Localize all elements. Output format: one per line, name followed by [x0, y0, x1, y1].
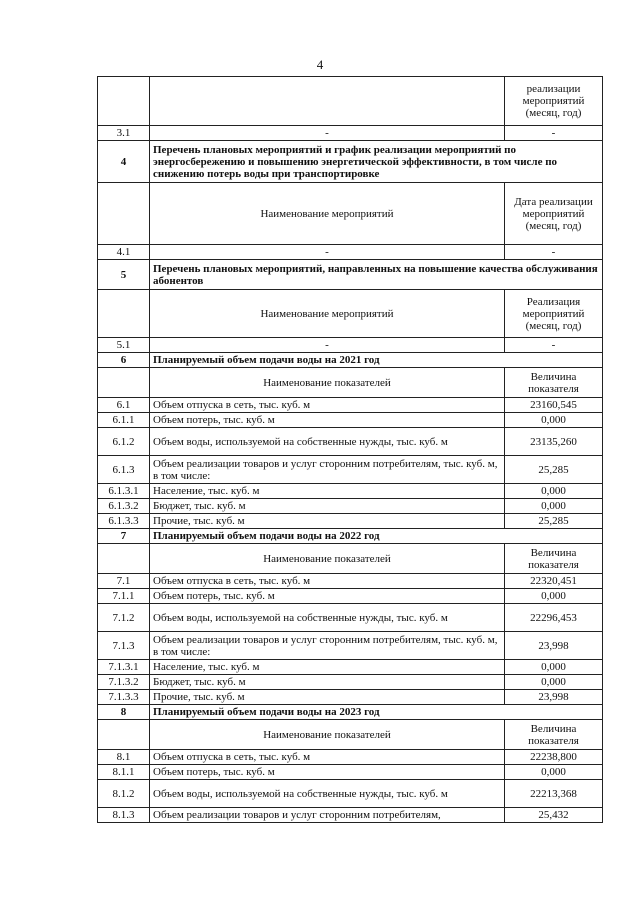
row-name: Объем реализации товаров и услуг сторонним потребителям, [150, 808, 505, 823]
row-number: 7.1.1 [98, 589, 150, 604]
column-header-value: Дата реализации мероприятий (месяц, год) [505, 183, 603, 245]
table-row [98, 808, 603, 823]
row-name: Прочие, тыс. куб. м [150, 690, 505, 705]
table-row [98, 499, 603, 514]
row-number: 6.1 [98, 398, 150, 413]
row-number [98, 77, 150, 126]
row-number: 6.1.1 [98, 413, 150, 428]
table-row [98, 690, 603, 705]
table-row [98, 514, 603, 529]
row-name: Объем реализации товаров и услуг сторонним потребителям, тыс. куб. м, в том числе: [150, 632, 505, 660]
table-row [98, 290, 603, 338]
row-name: Бюджет, тыс. куб. м [150, 499, 505, 514]
row-name: Население, тыс. куб. м [150, 484, 505, 499]
column-header-value: Величина показателя [505, 720, 603, 750]
row-value: 0,000 [505, 589, 603, 604]
row-value: 22238,800 [505, 750, 603, 765]
row-value: - [505, 338, 603, 353]
table-row [98, 126, 603, 141]
column-header-name: Наименование показателей [150, 544, 505, 574]
row-number: 5.1 [98, 338, 150, 353]
row-number: 8 [98, 705, 150, 720]
column-header-name [150, 77, 505, 126]
column-header-value: Величина показателя [505, 368, 603, 398]
document-table [97, 76, 603, 823]
row-number: 7 [98, 529, 150, 544]
row-value: - [505, 245, 603, 260]
table-row [98, 183, 603, 245]
row-number: 6.1.2 [98, 428, 150, 456]
section-title: Планируемый объем подачи воды на 2022 год [150, 529, 603, 544]
row-value: - [505, 126, 603, 141]
row-name: Объем воды, используемой на собственные нужды, тыс. куб. м [150, 780, 505, 808]
table-row [98, 77, 603, 126]
row-value: 22320,451 [505, 574, 603, 589]
table-row [98, 141, 603, 183]
row-number: 7.1 [98, 574, 150, 589]
row-number [98, 368, 150, 398]
row-number: 6.1.3.2 [98, 499, 150, 514]
row-number [98, 720, 150, 750]
row-name: Объем отпуска в сеть, тыс. куб. м [150, 398, 505, 413]
row-value: 23160,545 [505, 398, 603, 413]
row-value: 0,000 [505, 499, 603, 514]
table-row [98, 675, 603, 690]
section-title: Планируемый объем подачи воды на 2021 год [150, 353, 603, 368]
table-row [98, 589, 603, 604]
table-row [98, 428, 603, 456]
row-value: 25,285 [505, 456, 603, 484]
section-title: Планируемый объем подачи воды на 2023 год [150, 705, 603, 720]
row-name: Объем воды, используемой на собственные нужды, тыс. куб. м [150, 428, 505, 456]
column-header-name: Наименование мероприятий [150, 290, 505, 338]
row-number: 5 [98, 260, 150, 290]
row-name: Объем потерь, тыс. куб. м [150, 589, 505, 604]
table-row [98, 529, 603, 544]
row-number: 7.1.3.2 [98, 675, 150, 690]
row-name: Объем воды, используемой на собственные нужды, тыс. куб. м [150, 604, 505, 632]
row-value: 0,000 [505, 675, 603, 690]
row-number [98, 544, 150, 574]
row-value: 25,285 [505, 514, 603, 529]
row-number: 6.1.3.1 [98, 484, 150, 499]
row-name: Объем реализации товаров и услуг сторонним потребителям, тыс. куб. м, в том числе: [150, 456, 505, 484]
row-name: Объем отпуска в сеть, тыс. куб. м [150, 750, 505, 765]
table-row [98, 456, 603, 484]
section-title: Перечень плановых мероприятий, направленных на повышение качества обслуживания абонентов [150, 260, 603, 290]
row-name: Объем потерь, тыс. куб. м [150, 413, 505, 428]
document-table-body [98, 77, 603, 823]
row-number: 6.1.3.3 [98, 514, 150, 529]
row-number: 7.1.3 [98, 632, 150, 660]
row-number: 6.1.3 [98, 456, 150, 484]
table-row [98, 484, 603, 499]
row-name: - [150, 245, 505, 260]
row-name: Объем потерь, тыс. куб. м [150, 765, 505, 780]
table-row [98, 413, 603, 428]
row-name: Объем отпуска в сеть, тыс. куб. м [150, 574, 505, 589]
row-name: - [150, 338, 505, 353]
row-name: Население, тыс. куб. м [150, 660, 505, 675]
row-number: 7.1.3.1 [98, 660, 150, 675]
table-row [98, 368, 603, 398]
table-row [98, 245, 603, 260]
row-name: Прочие, тыс. куб. м [150, 514, 505, 529]
table-row [98, 398, 603, 413]
row-value: 23135,260 [505, 428, 603, 456]
table-row [98, 660, 603, 675]
row-value: 0,000 [505, 484, 603, 499]
table-row [98, 705, 603, 720]
row-number: 8.1.3 [98, 808, 150, 823]
section-title: Перечень плановых мероприятий и график реализации мероприятий по энергосбережению и повышению энергетической эффективности, в том числе по снижению потерь воды при транспортировке [150, 141, 603, 183]
column-header-value: Величина показателя [505, 544, 603, 574]
table-row [98, 750, 603, 765]
table-row [98, 544, 603, 574]
table-row [98, 632, 603, 660]
table-row [98, 720, 603, 750]
row-number: 6 [98, 353, 150, 368]
table-row [98, 780, 603, 808]
row-value: 23,998 [505, 632, 603, 660]
column-header-name: Наименование показателей [150, 368, 505, 398]
row-number: 3.1 [98, 126, 150, 141]
page-number: 4 [316, 57, 324, 72]
row-number: 8.1 [98, 750, 150, 765]
row-number [98, 183, 150, 245]
row-value: 22213,368 [505, 780, 603, 808]
row-number: 8.1.2 [98, 780, 150, 808]
row-value: 0,000 [505, 765, 603, 780]
row-number: 4.1 [98, 245, 150, 260]
row-number: 8.1.1 [98, 765, 150, 780]
table-row [98, 574, 603, 589]
column-header-value: Реализация мероприятий (месяц, год) [505, 290, 603, 338]
row-number: 4 [98, 141, 150, 183]
table-row [98, 260, 603, 290]
column-header-name: Наименование показателей [150, 720, 505, 750]
row-number [98, 290, 150, 338]
row-value: 25,432 [505, 808, 603, 823]
row-value: 23,998 [505, 690, 603, 705]
row-name: Бюджет, тыс. куб. м [150, 675, 505, 690]
row-value: 0,000 [505, 660, 603, 675]
row-value: 0,000 [505, 413, 603, 428]
row-value: 22296,453 [505, 604, 603, 632]
row-name: - [150, 126, 505, 141]
row-number: 7.1.2 [98, 604, 150, 632]
table-row [98, 353, 603, 368]
table-row [98, 338, 603, 353]
column-header-name: Наименование мероприятий [150, 183, 505, 245]
row-number: 7.1.3.3 [98, 690, 150, 705]
column-header-value: реализации мероприятий (месяц, год) [505, 77, 603, 126]
table-row [98, 604, 603, 632]
table-row [98, 765, 603, 780]
